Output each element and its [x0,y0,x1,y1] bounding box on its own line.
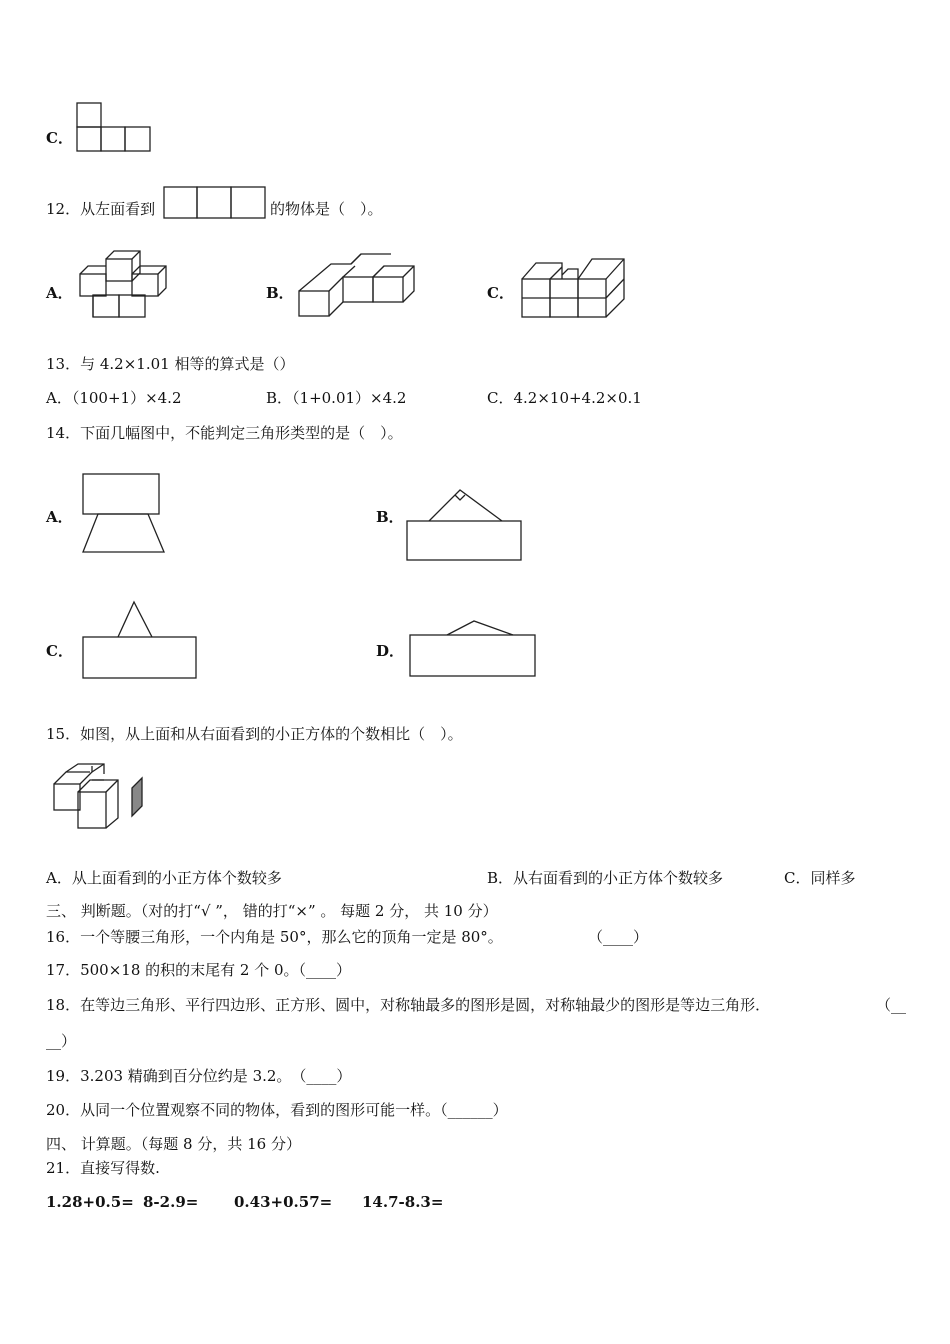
section4-title: 四、 计算题。（每题 8 分，共 16 分） [46,1135,301,1153]
q12-stem-suffix: 的物体是（ ）。 [270,200,383,218]
q13-option-b: B．（1+0.01）×4.2 [266,389,407,407]
q13-option-a: A．（100+1）×4.2 [46,389,182,407]
q21-item: 14.7-8.3= [362,1193,444,1211]
q14-stem: 14．下面几幅图中，不能判定三角形类型的是（ ）。 [46,424,403,442]
q12-option-c-cube-figure [518,255,630,321]
q13-stem: 13．与 4.2×1.01 相等的算式是（） [46,355,295,373]
q20-text: 20．从同一个位置观察不同的物体，看到的图形可能一样。（______） [46,1101,508,1119]
q12-option-b-cube-figure [296,250,420,320]
q14-option-d-label: D． [376,642,405,660]
q12-option-a-cube-figure [76,244,176,320]
q12-left-view-figure [163,186,269,220]
section3-title: 三、 判断题。（对的打“√ ”， 错的打“×” 。 每题 2 分， 共 10 分） [46,902,498,920]
q17-text: 17．500×18 的积的末尾有 2 个 0。（____） [46,961,352,979]
q11-option-c-label: C． [46,129,73,147]
q15-cube-figure [50,762,138,834]
q14-option-a-figure [80,472,172,556]
q11-option-c-figure [76,102,156,154]
q18-blank-end: __） [46,1032,77,1050]
q14-option-a-label: A． [46,508,73,526]
q19-text: 19．3.203 精确到百分位约是 3.2。 （____） [46,1067,352,1085]
q21-stem: 21．直接写得数. [46,1159,160,1177]
q21-item: 0.43+0.57= [234,1193,333,1211]
q12-stem-prefix: 12．从左面看到 [46,200,156,218]
q21-item: 8-2.9= [143,1193,199,1211]
q14-option-b-figure [404,484,526,564]
q14-option-c-figure [80,600,200,682]
q15-option-c: C．同样多 [784,869,856,887]
q12-option-a-label: A． [46,284,73,302]
q16-text: 16．一个等腰三角形，一个内角是 50°，那么它的顶角一定是 80°。 [46,928,503,946]
q14-option-d-figure [407,615,539,681]
q18-blank-start: （__ [876,996,907,1014]
q15-option-b: B．从右面看到的小正方体个数较多 [487,869,724,887]
q15-stem: 15．如图，从上面和从右面看到的小正方体的个数相比（ ）。 [46,725,463,743]
q18-text: 18．在等边三角形、平行四边形、正方形、圆中，对称轴最多的图形是圆，对称轴最少的图形是等边三角形． [46,996,771,1014]
q15-option-a: A．从上面看到的小正方体个数较多 [46,869,282,887]
q14-option-c-label: C． [46,642,73,660]
q14-option-b-label: B． [376,508,404,526]
q12-option-c-label: C． [487,284,514,302]
q13-option-c: C．4.2×10+4.2×0.1 [487,389,642,407]
q16-blank: （____） [588,928,649,946]
q12-option-b-label: B． [266,284,294,302]
q21-item: 1.28+0.5= [46,1193,134,1211]
